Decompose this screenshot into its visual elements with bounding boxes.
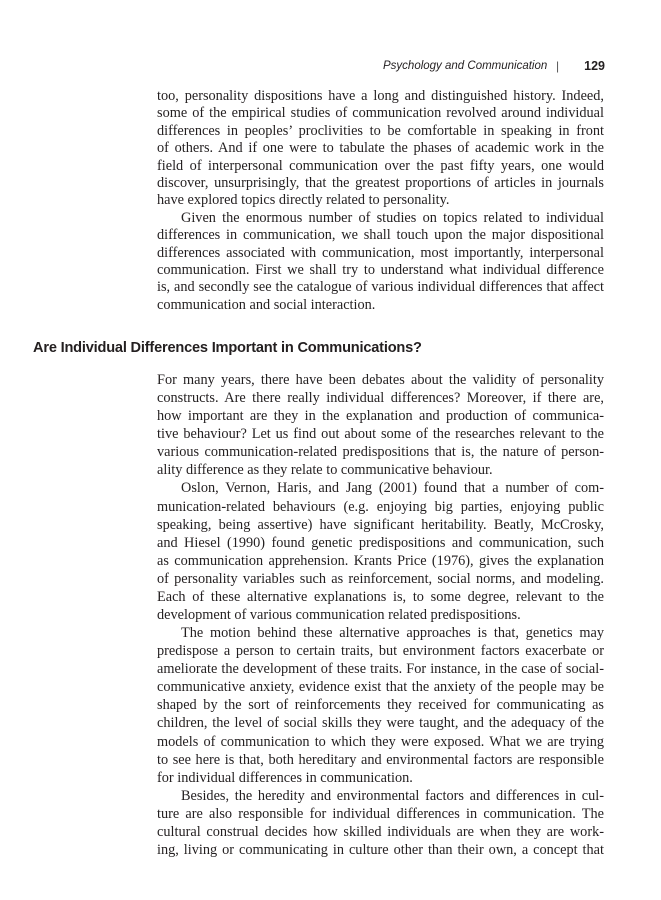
text-line: shaped by the sort of reinforcements they received for communicating as [157,697,604,714]
page-number: 129 [584,59,605,73]
text-line: too, personality dispositions have a long and distinguished history. Indeed, [157,88,604,104]
text-line: Each of these alternative explanations is, to some degree, relevant to the [157,588,604,605]
text-line: For many years, there have been debates about the validity of personality [157,372,604,388]
section-heading: Are Individual Differences Important in Communications? [33,340,422,356]
text-line: have explored topics directly related to personality. [157,192,450,209]
text-line: differences in communication, we shall touch upon the major dispositional [157,227,604,244]
text-line: ing, living or communicating in culture other than their own, a concept that [157,842,604,859]
text-line: of personality variables such as reinforcement, social norms, and modeling. [157,570,604,587]
text-line: to see here is that, both hereditary and environmental factors are responsible [157,751,604,768]
text-line: children, the level of social skills they were taught, and the adequacy of the [157,715,604,732]
text-line: speaking, being assertive) have significant heritability. Beatly, McCrosky, [157,516,604,533]
text-line: ality difference as they relate to communicative behaviour. [157,462,493,479]
text-line: field of interpersonal communication over the past fifty years, one would [157,157,604,174]
running-head-title: Psychology and Communication [383,60,548,72]
text-line: how important are they in the explanation and production of communica- [157,408,604,425]
text-line: communicative anxiety, evidence exist that the anxiety of the people may be [157,679,604,696]
text-line: communication and social interaction. [157,296,376,313]
text-line: models of communication to which they were exposed. What we are trying [157,733,604,750]
text-line: cultural construal decides how skilled individuals are when they are work- [157,823,604,840]
running-head-separator: | [556,59,560,73]
paragraph [157,88,604,210]
text-line: development of various communication related predispositions. [157,607,521,624]
text-line: discover, unsurprisingly, that the greatest proportions of articles in journals [157,175,604,192]
text-line: some of the empirical studies of communication revolved around individual [157,105,604,122]
text-line: ameliorate the development of these traits. For instance, in the case of social- [157,661,604,678]
text-line: differences in peoples’ proclivities to be comfortable in speaking in front [157,122,604,139]
text-line: for individual differences in communication. [157,769,413,786]
paragraph [157,371,604,479]
text-line: differences associated with communication, most importantly, interpersonal [157,244,604,261]
text-line: constructs. Are there really individual differences? Moreover, if there are, [157,390,604,407]
text-line: Given the enormous number of studies on topics related to individual [181,209,604,226]
text-line: Besides, the heredity and environmental factors and differences in cul- [181,787,604,804]
text-line: predispose a person to certain traits, but environment factors exacerbate or [157,643,604,660]
paragraph [157,624,604,787]
running-head [380,58,605,76]
text-line: The motion behind these alternative approaches is that, genetics may [181,625,604,642]
text-line: tive behaviour? Let us find out about some of the researches relevant to the [157,426,604,443]
body-text-section-1 [157,88,604,314]
text-line: of others. And if one were to tabulate the phases of academic work in the [157,140,604,157]
paragraph [157,787,604,859]
text-line: communication. First we shall try to understand what individual difference [157,262,604,279]
body-text-section-2 [157,371,604,859]
text-line: is, and secondly see the catalogue of various individual differences that affect [157,279,604,296]
text-line: Oslon, Vernon, Haris, and Jang (2001) found that a number of com- [181,480,604,497]
text-line: ture are also responsible for individual differences in communication. The [157,805,604,822]
text-line: as communication apprehension. Krants Price (1976), gives the explanation [157,552,604,569]
paragraph [157,210,604,314]
text-line: various communication-related predispositions that is, the nature of person- [157,444,604,461]
text-line: and Hiesel (1990) found genetic predispositions and communication, such [157,534,604,551]
paragraph [157,479,604,624]
text-line: munication-related behaviours (e.g. enjoying big parties, enjoying public [157,498,604,515]
